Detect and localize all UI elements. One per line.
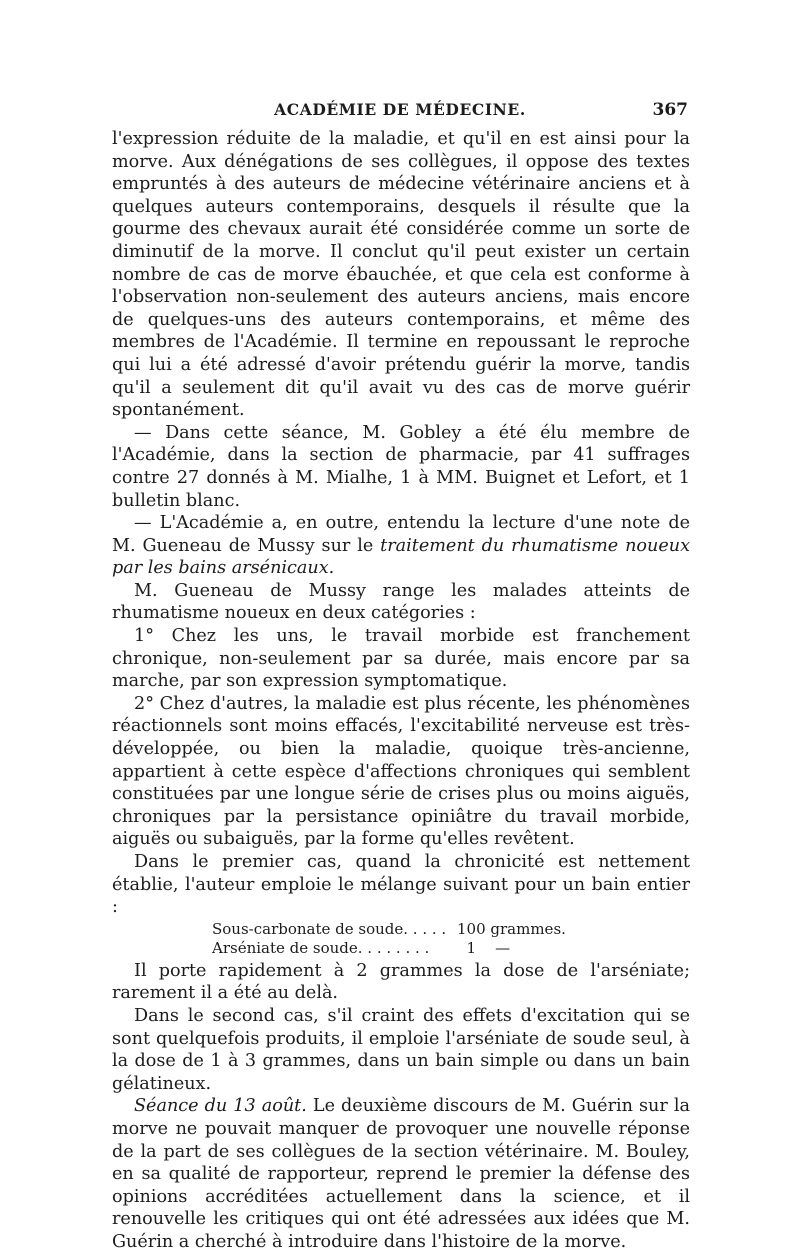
formula-row — [212, 939, 690, 958]
paragraph-second-case: Dans le second cas, s'il craint des effets d'excitation qui se sont quelquefois produits, il emploie l'arséniate de soude seul, à la dose de 1 à 3 grammes, dans un bain simple ou dans un bain gélatineux. — [112, 1005, 690, 1094]
running-title: ACADÉMIE DE MÉDECINE. — [274, 100, 526, 119]
paragraph-session — [112, 1095, 690, 1253]
body-text — [112, 128, 690, 1254]
formula-ingredient: Sous-carbonate de soude. . . . . — [212, 919, 447, 938]
paragraph-second-category: 2° Chez d'autres, la maladie est plus récente, les phénomènes réactionnels sont moins effacés, l'excitabilité nerveuse est très-développée, ou bien la maladie, quoique très-ancienne, appartient à cette espèce d'affections chroniques qui semblent constituées par une longue série de crises plus ou moins aiguës, chroniques par la persistance opiniâtre du travail morbide, aiguës ou subaiguës, par la forme qu'elles revêtent. — [112, 693, 690, 850]
formula-ingredient: Arséniate de soude. . . . . . . . — [212, 938, 430, 957]
paragraph-first-case: Dans le premier cas, quand la chronicité est nettement établie, l'auteur emploie le mélange suivant pour un bain entier : — [112, 852, 690, 918]
reading-text: — L'Académie a, en outre, entendu la lecture d'une note de M. Gueneau de Mussy sur le — [112, 513, 690, 556]
formula-row — [212, 920, 690, 939]
paragraph-election: — Dans cette séance, M. Gobley a été élu membre de l'Académie, dans la section de pharmacie, par 41 suffrages contre 27 donnés à M. Mialhe, 1 à MM. Buignet et Lefort, et 1 bulletin blanc. — [112, 422, 690, 511]
reading-title: traitement du rhumatisme noueux par les bains arsénicaux. — [112, 535, 690, 579]
paragraph-first-category: 1° Chez les uns, le travail morbide est franchement chronique, non-seulement par sa durée, mais encore par sa marche, par son expression symptomatique. — [112, 626, 690, 692]
paragraph-categories: M. Gueneau de Mussy range les malades atteints de rhumatisme noueux en deux catégories : — [112, 580, 690, 624]
paragraph-reading — [112, 512, 690, 580]
page-number: 367 — [652, 100, 688, 120]
running-header — [112, 100, 688, 124]
bath-formula — [212, 920, 690, 958]
paragraph-continuation: l'expression réduite de la maladie, et qu'il en est ainsi pour la morve. Aux dénégations de ses collègues, il oppose des textes empruntés à des auteurs de médecine vétérinaire anciens et à quelques auteurs contemporains, desquels il résulte que la gourme des chevaux aurait été considérée comme un sorte de diminutif de la morve. Il conclut qu'il peut exister un certain nombre de cas de morve ébauchée, et que cela est conforme à l'observation non-seulement des auteurs anciens, mais encore de quelques-uns des auteurs contemporains, et même des membres de l'Académie. Il termine en repoussant le reproche qui lui a été adressé d'avoir prétendu guérir la morve, tandis qu'il a seulement dit qu'il avait vu des cas de morve guérir spontanément. — [112, 129, 690, 421]
formula-quantity: 1 — — [457, 938, 511, 957]
session-date: Séance du 13 août. — [134, 1096, 307, 1117]
paragraph-dose: Il porte rapidement à 2 grammes la dose de l'arséniate; rarement il a été au delà. — [112, 960, 690, 1004]
session-text: Le deuxième discours de M. Guérin sur la morve ne pouvait manquer de provoquer une nouvelle réponse de la part de ses collègues de la section vétérinaire. M. Bouley, en sa qualité de rapporteur, reprend le premier la défense des opinions accréditées actuellement dans la science, et il renouvelle les critiques qui ont été adressées aux idées que M. Guérin a cherché à introduire dans l'histoire de la morve. — [112, 1096, 690, 1252]
formula-quantity: 100 grammes. — [457, 919, 566, 938]
